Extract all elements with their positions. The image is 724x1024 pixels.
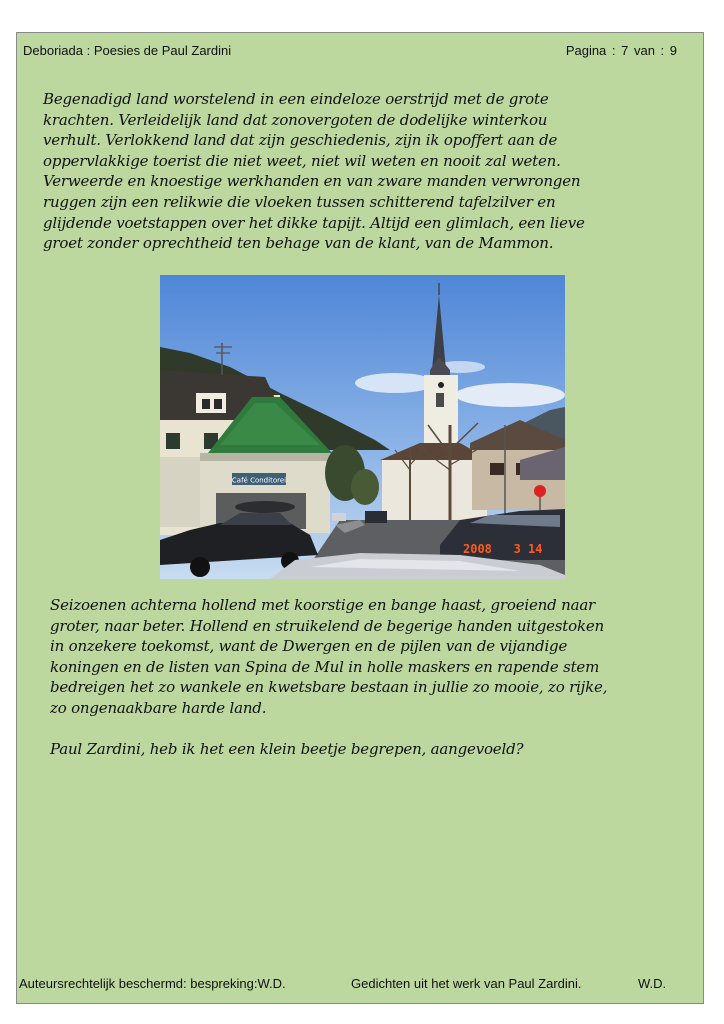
footer-initials: W.D.	[638, 976, 667, 991]
footer-copyright: Auteursrechtelijk beschermd: bespreking:W.D.	[19, 976, 286, 991]
page-indicator: Pagina : 7 van : 9	[565, 43, 677, 58]
photo-date-stamp: 2008 3 14	[463, 542, 543, 556]
paragraph-3: Paul Zardini, heb ik het een klein beetje begrepen, aangevoeld?	[50, 740, 524, 758]
footer-source: Gedichten uit het werk van Paul Zardini.	[351, 976, 582, 991]
paragraph-1: Begenadigd land worstelend in een eindeloze oerstrijd met de grote krachten. Verleidelijk land dat zonovergoten de dodelijke winterkou verhult. Verlokkend land dat zijn geschiedenis, zijn ik opoffert aan de oppervlakkige toerist die niet weet, niet wil weten en nooit zal weten. Verweerde en knoestige werkhanden en van zware manden verwrongen ruggen zijn een relikwie die vloeken tussen schitterend tafelzilver en glijdende voetstappen over het dikke tapijt. Altijd een glimlach, een lieve groet zonder oprechtheid ten behage van de klant, van de Mammon.	[43, 90, 585, 253]
shop-sign: Café Conditorei	[231, 476, 287, 485]
header-title: Deboriada : Poesies de Paul Zardini	[23, 43, 232, 58]
village-church-photo	[160, 275, 565, 579]
paragraph-2: Seizoenen achterna hollend met koorstige en bange haast, groeiend naar groter, naar beter. Hollend en struikelend de begerige handen uitgestoken in onzekere toekomst, want de Dwergen en de pijlen van de vijandige koningen en de listen van Spina de Mul in holle maskers en rapende stem bedreigen het zo wankele en kwetsbare bestaan in jullie zo mooie, zo rijke, zo ongenaakbare harde land.	[50, 596, 608, 717]
document-page	[16, 32, 704, 1004]
